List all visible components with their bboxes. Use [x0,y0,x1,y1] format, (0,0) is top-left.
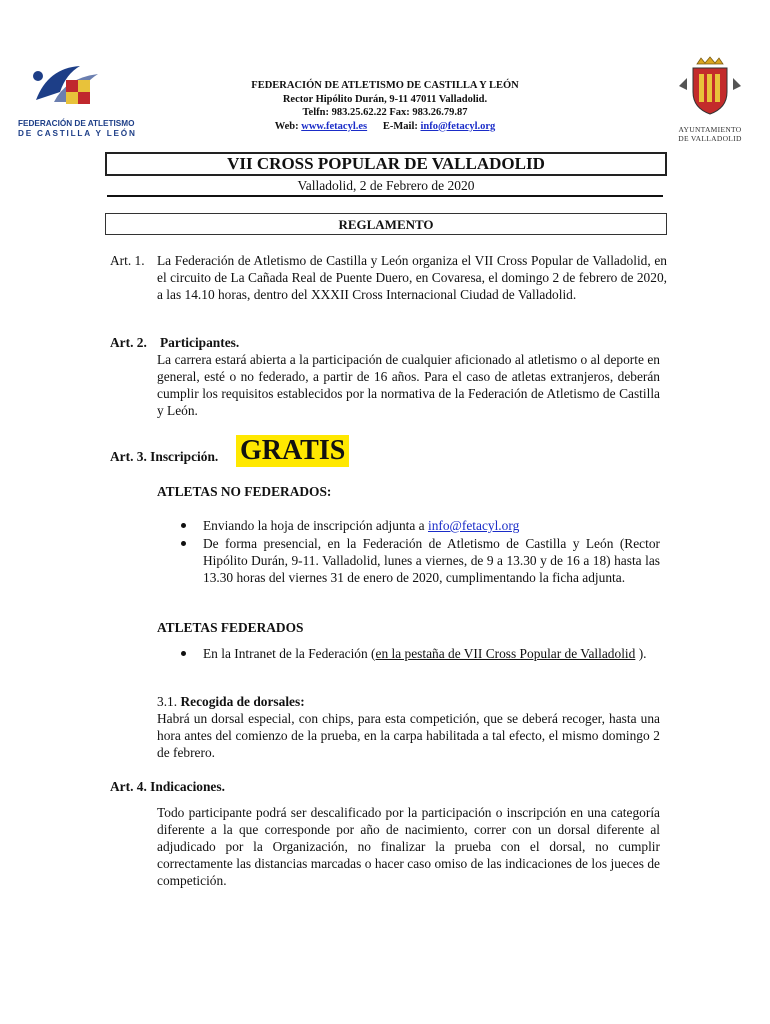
subsection-3-1-text: Habrá un dorsal especial, con chips, para esta competición, que se deberá recoger, hasta una hora antes del comienzo de la prueba, en la carpa habilitada a tal efecto, el mismo domingo 2 de febrero. [157,711,660,760]
no-federated-heading: ATLETAS NO FEDERADOS: [157,484,332,499]
art2-label: Art. 2. [110,335,147,350]
gratis-highlight: GRATIS [236,435,349,467]
runner-logo-icon [18,62,148,112]
section-title: REGLAMENTO [105,213,667,235]
bullet-icon [181,645,189,653]
divider [107,195,663,197]
bullet-icon [181,535,189,543]
org-contact: Web: www.fetacyl.es E-Mail: info@fetacyl.org [274,120,496,132]
coat-of-arms-icon [675,56,745,118]
art3-label: Art. 3. Inscripción. [110,449,219,464]
org-phone: Telfn: 983.25.62.22 Fax: 983.26.79.87 [302,107,468,118]
federated-heading: ATLETAS FEDERADOS [157,620,304,635]
art1-label: Art. 1. [110,253,145,268]
no-federated-item-1: Enviando la hoja de inscripción adjunta a info@fetacyl.org [203,518,520,533]
letterhead [200,79,570,133]
federation-logo-text: FEDERACIÓN DE ATLETISMO DE CASTILLA Y LEÓN [18,119,137,138]
art4-text: Todo participante podrá ser descalificado por la participación o inscripción en una categoría diferente a la que corresponde por año de nacimiento, correr con un dorsal diferente al adjudicado por la Organización, no finalizar la prueba con el dorsal, no cumplir correctamente las distancias marcadas o hacer caso omiso de las indicaciones de los jueces de competición. [157,805,660,888]
email-link[interactable]: info@fetacyl.org [420,120,496,132]
city-council-logo-text: AYUNTAMIENTO DE VALLADOLID [678,125,742,143]
org-name: FEDERACIÓN DE ATLETISMO DE CASTILLA Y LEÓN [251,80,519,91]
org-address: Rector Hipólito Durán, 9-11 47011 Valladolid. [282,93,488,105]
federated-item-1: En la Intranet de la Federación (en la pestaña de VII Cross Popular de Valladolid ). [203,646,647,661]
art4-label: Art. 4. Indicaciones. [110,779,225,794]
city-council-logo [668,56,752,143]
website-link[interactable]: www.fetacyl.es [301,120,368,132]
document-title: VII CROSS POPULAR DE VALLADOLID [105,152,667,176]
subsection-3-1-heading: 3.1. Recogida de dorsales: [157,694,305,709]
art1-text: La Federación de Atletismo de Castilla y León organiza el VII Cross Popular de Valladolid, en el circuito de La Cañada Real de Puente Duero, en Covaresa, el domingo 2 de febrero de 2020, a las 14.10 horas, dentro del XXXII Cross Internacional Ciudad de Valladolid. [157,253,667,302]
document-date: Valladolid, 2 de Febrero de 2020 [297,178,475,193]
bullet-icon [181,517,189,525]
art2-text: La carrera estará abierta a la participación de cualquier aficionado al atletismo o al deporte en general, esté o no federado, a partir de 16 años. Para el caso de atletas extranjeros, deberán cumplir los requisitos establecidos por la normativa de la Federación de Atletismo de Castilla y León. [157,352,660,418]
federation-logo [18,62,148,139]
inscription-email-link[interactable]: info@fetacyl.org [427,518,520,533]
intranet-link[interactable]: en la pestaña de VII Cross Popular de Valladolid [375,646,636,661]
no-federated-item-2: De forma presencial, en la Federación de Atletismo de Castilla y León (Rector Hipólito Durán, 9-11. Valladolid, lunes a viernes, de 9 a 13.30 y de 16 a 18) hasta las 13.30 horas del viernes 31 de enero de 2020, cumplimentando la ficha adjunta. [203,536,660,585]
art2-heading: Participantes. [160,335,240,350]
